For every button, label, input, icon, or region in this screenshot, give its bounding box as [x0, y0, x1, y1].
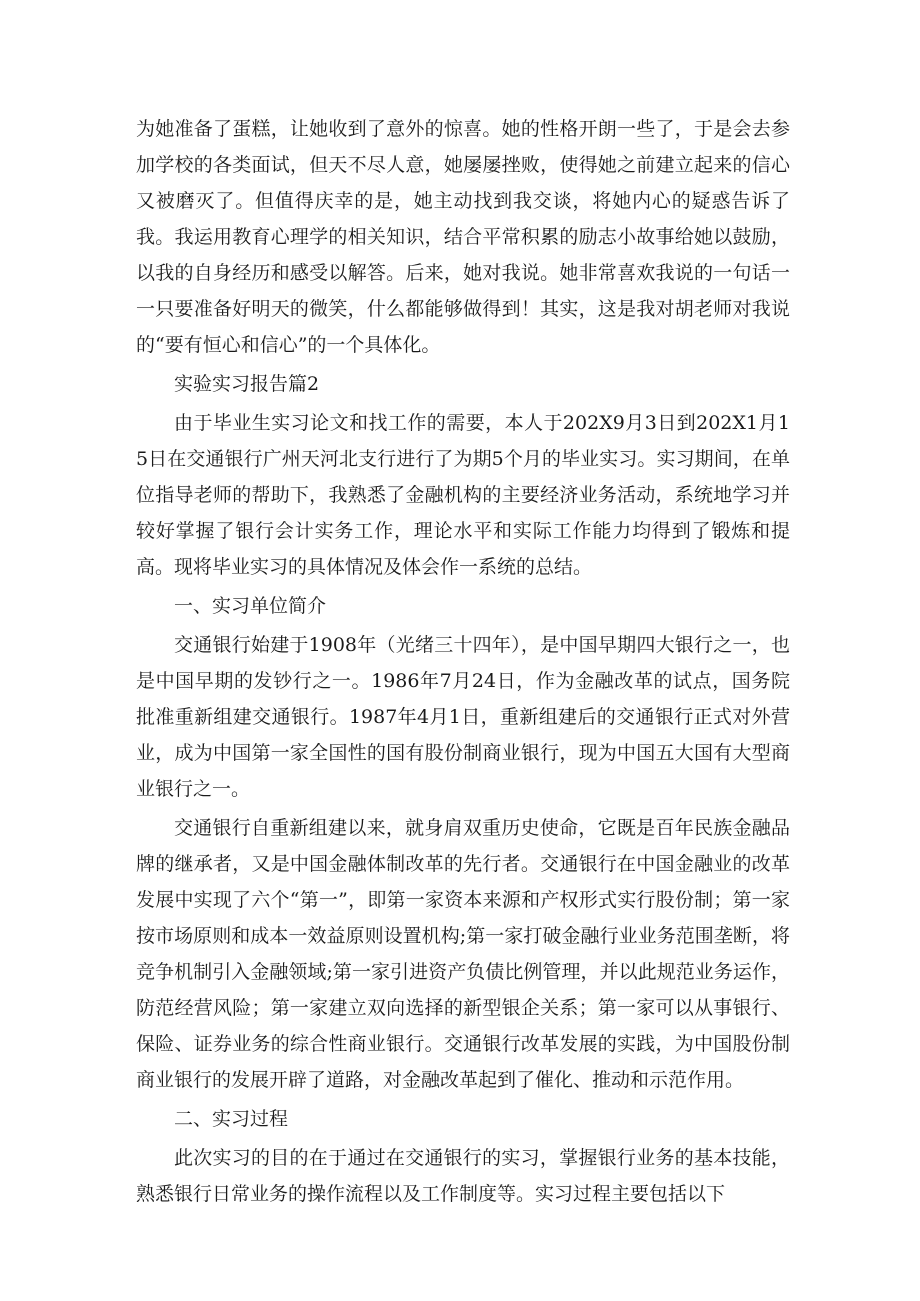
paragraph-continued: 为她准备了蛋糕，让她收到了意外的惊喜。她的性格开朗一些了，于是会去参加学校的各类面试，但天不尽人意，她屡屡挫败，使得她之前建立起来的信心又被磨灭了。但值得庆幸的是，她主动找到我交谈，将她内心的疑惑告诉了我。我运用教育心理学的相关知识，结合平常积累的励志小故事给她以鼓励，以我的自身经历和感受以解答。后来，她对我说。她非常喜欢我说的一句话一一只要准备好明天的微笑，什么都能够做得到！其实，这是我对胡老师对我说的“要有恒心和信心”的一个具体化。 — [136, 118, 790, 356]
document-body — [136, 111, 790, 1215]
heading-unit-intro: 一、实习单位简介 — [174, 595, 327, 617]
paragraph-bank-history: 交通银行始建于1908年（光绪三十四年），是中国早期四大银行之一，也是中国早期的发钞行之一。1986年7月24日，作为金融改革的试点，国务院批准重新组建交通银行。1987年4月1日，重新组建后的交通银行正式对外营业，成为中国第一家全国性的国有股份制商业银行，现为中国五大国有大型商业银行之一。 — [136, 634, 790, 800]
paragraph-intro: 由于毕业生实习论文和找工作的需要，本人于202X9月3日到202X1月15日在交通银行广州天河北支行进行了为期5个月的毕业实习。实习期间，在单位指导老师的帮助下，我熟悉了金融机构的主要经济业务活动，系统地学习并较好掌握了银行会计实务工作，理论水平和实际工作能力均得到了锻炼和提高。现将毕业实习的具体情况及体会作一系统的总结。 — [136, 412, 790, 578]
paragraph-internship-purpose: 此次实习的目的在于通过在交通银行的实习，掌握银行业务的基本技能，熟悉银行日常业务的操作流程以及工作制度等。实习过程主要包括以下 — [136, 1147, 790, 1205]
paragraph-bank-reform: 交通银行自重新组建以来，就身肩双重历史使命，它既是百年民族金融品牌的继承者，又是中国金融体制改革的先行者。交通银行在中国金融业的改革发展中实现了六个“第一”，即第一家资本来源和产权形式实行股份制；第一家按市场原则和成本一效益原则设置机构;第一家打破金融行业业务范围垄断，将竞争机制引入金融领域;第一家引进资产负债比例管理，并以此规范业务运作，防范经营风险；第一家建立双向选择的新型银企关系；第一家可以从事银行、保险、证券业务的综合性商业银行。交通银行改革发展的实践，为中国股份制商业银行的发展开辟了道路，对金融改革起到了催化、推动和示范作用。 — [136, 817, 790, 1091]
heading-internship-process: 二、实习过程 — [174, 1108, 289, 1130]
section-title-report-2: 实验实习报告篇2 — [174, 373, 320, 395]
